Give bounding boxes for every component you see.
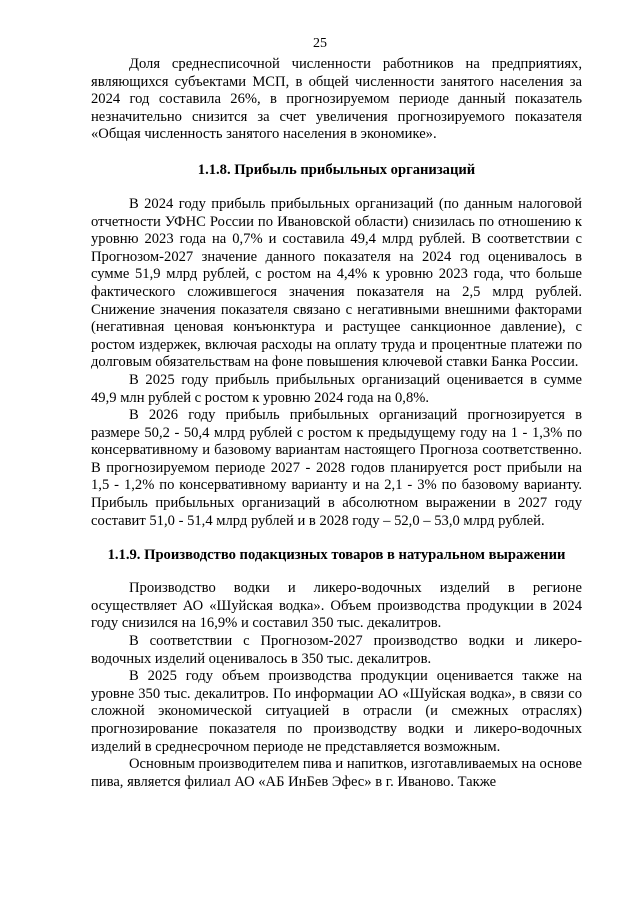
page-number: 25 xyxy=(313,36,327,51)
intro-paragraph: Доля среднесписочной численности работников на предприятиях, являющихся субъектами МСП, в общей численности занятого населения за 2024 год составила 26%, в прогнозируемом периоде данный показатель незначительно снизится за счет увеличения прогнозируемого показателя «Общая численность занятого населения в экономике». xyxy=(91,56,582,143)
section-1-1-9-paragraph-4: Основным производителем пива и напитков, изготавливаемых на основе пива, является филиал АО «АБ ИнБев Эфес» в г. Иваново. Также xyxy=(91,756,582,790)
section-1-1-8-paragraph-2: В 2025 году прибыль прибыльных организаций оценивается в сумме 49,9 млн рублей с ростом к уровню 2024 года на 0,8%. xyxy=(91,371,582,406)
section-heading-1-1-9: 1.1.9. Производство подакцизных товаров в натуральном выражении xyxy=(107,547,566,564)
section-heading-1-1-8: 1.1.8. Прибыль прибыльных организаций xyxy=(197,161,476,178)
section-1-1-8-paragraph-3: В 2026 году прибыль прибыльных организаций прогнозируется в размере 50,2 - 50,4 млрд рублей с ростом к предыдущему году на 1 - 1,3% по консервативному и базовому вариантам настоящего Прогноза соответственно. В прогнозируемом периоде 2027 - 2028 годов планируется рост прибыли на 1,5 - 1,2% по консервативному варианту и на 2,1 - 3% по базовому варианту. Прибыль прибыльных организаций в абсолютном выражении в 2027 году составит 51,0 - 51,4 млрд рублей и в 2028 году – 52,0 – 53,0 млрд рублей. xyxy=(91,407,582,529)
section-1-1-8-paragraph-1: В 2024 году прибыль прибыльных организаций (по данным налоговой отчетности УФНС России по Ивановской области) снизилась по отношению к уровню 2023 года на 0,7% и составила 49,4 млрд рублей. В соответствии с Прогнозом-2027 значение данного показателя на 2024 год оценивалось в сумме 51,9 млрд рублей, с ростом на 4,4% к уровню 2023 года, что больше фактического сложившегося значения показателя на 2,5 млрд рублей. Снижение значения показателя связано с негативными внешними факторами (негативная ценовая конъюнктура и растущее санкционное давление), с ростом издержек, включая расходы на оплату труда и процентные платежи по долговым обязательствам на фоне повышения ключевой ставки Банка России. xyxy=(91,195,582,371)
section-1-1-9-paragraph-2: В соответствии с Прогнозом-2027 производство водки и ликеро-водочных изделий оценивалось в 350 тыс. декалитров. xyxy=(91,633,582,667)
section-1-1-9-paragraph-1: Производство водки и ликеро-водочных изделий в регионе осуществляет АО «Шуйская водка». Объем производства продукции в 2024 году снизился на 16,9% и составил 350 тыс. декалитров. xyxy=(91,580,582,632)
page-body xyxy=(91,56,582,791)
section-1-1-9-paragraph-3: В 2025 году объем производства продукции оценивается также на уровне 350 тыс. декалитров. По информации АО «Шуйская водка», в связи со сложной экономической ситуацией в отрасли (и смежных отраслях) прогнозирование показателя по производству водки и ликеро-водочных изделий в среднесрочном периоде не представляется возможным. xyxy=(91,668,582,755)
